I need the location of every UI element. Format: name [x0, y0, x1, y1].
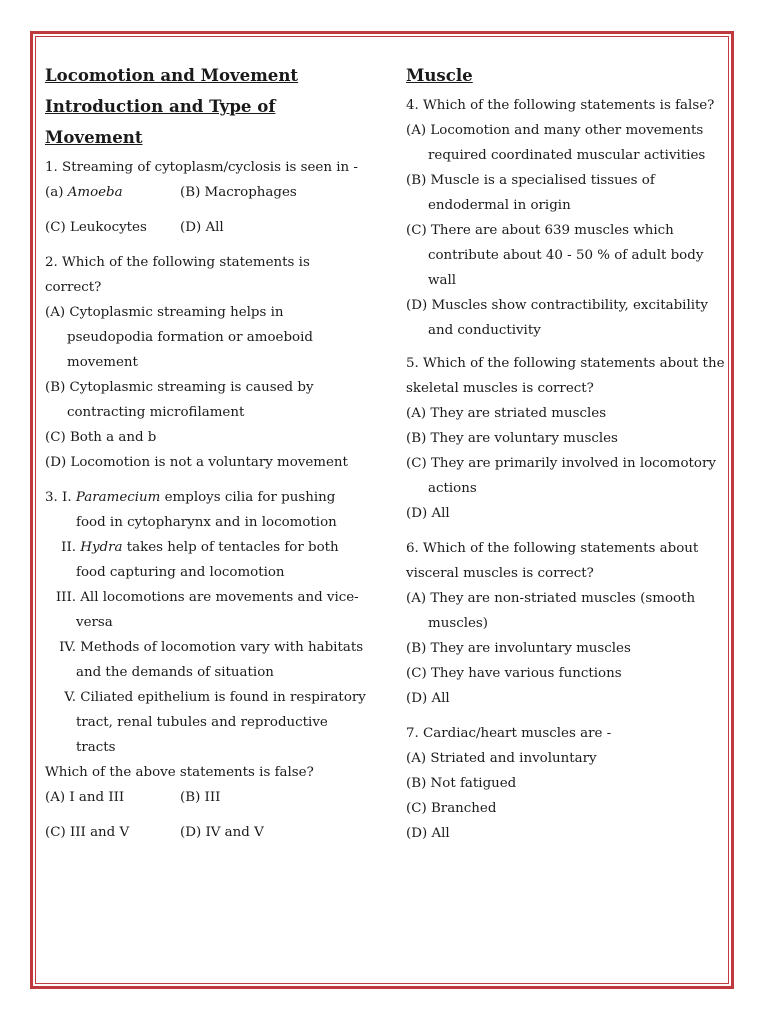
option-a: (A) They are non-striated muscles (smooth — [406, 591, 696, 606]
option-c: (C) They are primarily involved in locomotory — [406, 456, 716, 471]
option-a-cont: movement — [67, 355, 138, 370]
statement-text: Methods of locomotion vary with habitats — [80, 640, 364, 655]
option-d: (D) All — [406, 691, 450, 706]
option-b: (B) III — [180, 790, 221, 805]
statement-text: All locomotions are movements and vice- — [80, 590, 359, 605]
section-title-line1: Introduction and Type of — [45, 96, 276, 116]
statement-v — [45, 685, 375, 710]
section-title-line2: Movement — [45, 127, 143, 147]
question-stem: 4. Which of the following statements is false? — [406, 98, 715, 113]
option-d: (D) Muscles show contractibility, excitability — [406, 298, 708, 313]
statement-ii-cont: food capturing and locomotion — [76, 565, 285, 580]
option-c-cont: contribute about 40 - 50 % of adult body — [428, 248, 704, 263]
option-d: (D) IV and V — [180, 825, 264, 840]
question-stem: 5. Which of the following statements about the — [406, 356, 725, 371]
question-stem: 6. Which of the following statements about — [406, 541, 699, 556]
option-b: (B) Cytoplasmic streaming is caused by — [45, 380, 314, 395]
question-stem: 1. Streaming of cytoplasm/cyclosis is seen in - — [45, 160, 358, 175]
right-column — [406, 60, 728, 846]
statement-iv — [45, 635, 375, 660]
option-c: (C) Leukocytes — [45, 220, 147, 235]
question-stem: 7. Cardiac/heart muscles are - — [406, 726, 612, 741]
option-b: (B) Muscle is a specialised tissues of — [406, 173, 655, 188]
option-d-cont: and conductivity — [428, 323, 541, 338]
option-b: (B) Not fatigued — [406, 776, 517, 791]
option-b-cont: contracting microfilament — [67, 405, 245, 420]
option-c-cont: wall — [428, 273, 457, 288]
option-c: (C) They have various functions — [406, 666, 622, 681]
question-6 — [406, 536, 728, 711]
option-a: (A) Striated and involuntary — [406, 751, 597, 766]
statement-iii — [45, 585, 375, 610]
statement-italic: Hydra — [80, 540, 123, 555]
statement-v-cont: tracts — [76, 740, 116, 755]
option-row — [45, 180, 375, 205]
question-1 — [45, 155, 375, 240]
option-a-italic: Amoeba — [67, 185, 123, 200]
option-a: (A) They are striated muscles — [406, 406, 607, 421]
question-stem: 2. Which of the following statements is — [45, 255, 310, 270]
question-4 — [406, 93, 728, 343]
statement-text-rest: takes help of tentacles for both — [122, 540, 339, 555]
statement-text — [80, 535, 338, 560]
question-7 — [406, 721, 728, 846]
option-c: (C) III and V — [45, 825, 130, 840]
option-b: (B) Macrophages — [180, 185, 297, 200]
statement-iv-cont: and the demands of situation — [76, 665, 274, 680]
statement-number: 3. I. — [45, 490, 72, 505]
option-row — [45, 820, 375, 845]
statement-number: III. — [55, 590, 76, 605]
statement-i — [45, 485, 375, 510]
option-c: (C) Both a and b — [45, 430, 157, 445]
statement-text: Ciliated epithelium is found in respiratory — [80, 690, 366, 705]
option-d: (D) All — [180, 220, 224, 235]
option-a-cont: muscles) — [428, 616, 488, 631]
question-5 — [406, 351, 728, 526]
option-a-prefix: (a) — [45, 185, 68, 200]
option-a: (A) Cytoplasmic streaming helps in — [45, 305, 284, 320]
option-a: (A) Locomotion and many other movements — [406, 123, 704, 138]
question-stem: Which of the above statements is false? — [45, 765, 314, 780]
option-c: (C) Branched — [406, 801, 497, 816]
option-b: (B) They are voluntary muscles — [406, 431, 618, 446]
left-column — [45, 60, 375, 845]
option-a-cont: required coordinated muscular activities — [428, 148, 706, 163]
question-stem-cont: correct? — [45, 280, 102, 295]
question-stem-cont: skeletal muscles is correct? — [406, 381, 594, 396]
section-title: Muscle — [406, 65, 473, 85]
question-2 — [45, 250, 375, 475]
question-stem-cont: visceral muscles is correct? — [406, 566, 594, 581]
option-row — [45, 785, 375, 810]
statement-ii — [45, 535, 375, 560]
option-a — [45, 180, 180, 205]
option-b: (B) They are involuntary muscles — [406, 641, 631, 656]
option-a: (A) I and III — [45, 790, 125, 805]
chapter-title: Locomotion and Movement — [45, 65, 299, 85]
question-3 — [45, 485, 375, 845]
option-row — [45, 215, 375, 240]
statement-number: II. — [61, 540, 76, 555]
statement-iii-cont: versa — [76, 615, 113, 630]
option-c: (C) There are about 639 muscles which — [406, 223, 674, 238]
option-a-cont: pseudopodia formation or amoeboid — [67, 330, 313, 345]
statement-v-cont: tract, renal tubules and reproductive — [76, 715, 328, 730]
option-b-cont: endodermal in origin — [428, 198, 571, 213]
option-d: (D) All — [406, 826, 450, 841]
statement-text: employs cilia for pushing — [160, 490, 336, 505]
statement-italic: Paramecium — [75, 490, 161, 505]
option-d: (D) All — [406, 506, 450, 521]
statement-number: V. — [64, 690, 76, 705]
statement-i-cont: food in cytopharynx and in locomotion — [76, 515, 337, 530]
statement-number: IV. — [59, 640, 76, 655]
option-d: (D) Locomotion is not a voluntary movement — [45, 455, 348, 470]
option-c-cont: actions — [428, 481, 477, 496]
